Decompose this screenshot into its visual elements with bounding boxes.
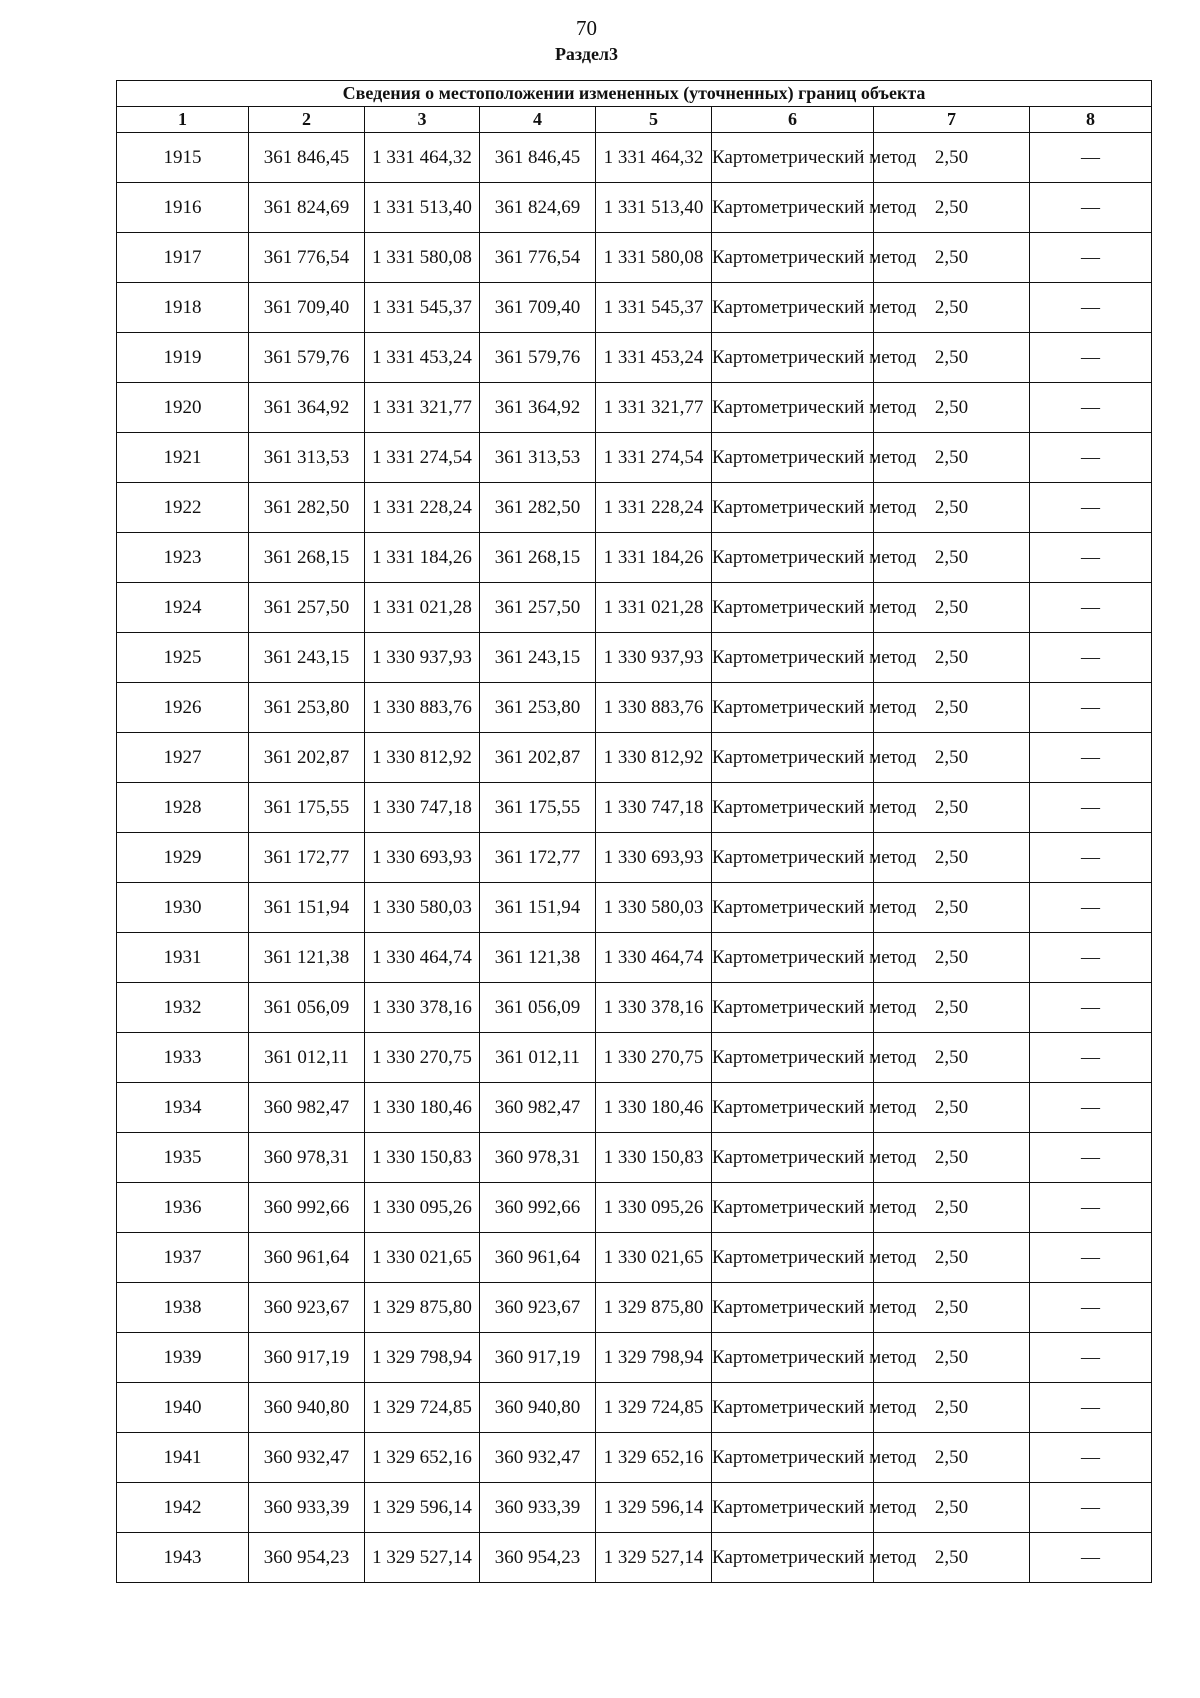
accuracy-cell: 2,50: [874, 183, 1030, 233]
table-body: [117, 133, 1152, 1583]
x-old-cell: 361 012,11: [249, 1033, 365, 1083]
y-old-cell: 1 331 274,54: [365, 433, 480, 483]
x-old-cell: 361 257,50: [249, 583, 365, 633]
description-cell: —: [1030, 133, 1152, 183]
method-cell: Картометрический метод: [712, 1033, 874, 1083]
point-number-cell: 1940: [117, 1383, 249, 1433]
method-cell: Картометрический метод: [712, 433, 874, 483]
y-new-cell: 1 330 937,93: [596, 633, 712, 683]
column-number-header: 7: [874, 107, 1030, 133]
y-old-cell: 1 329 798,94: [365, 1333, 480, 1383]
accuracy-cell: 2,50: [874, 1233, 1030, 1283]
column-number-header: 1: [117, 107, 249, 133]
y-new-cell: 1 329 596,14: [596, 1483, 712, 1533]
x-old-cell: 361 282,50: [249, 483, 365, 533]
accuracy-cell: 2,50: [874, 233, 1030, 283]
y-new-cell: 1 331 513,40: [596, 183, 712, 233]
y-new-cell: 1 329 527,14: [596, 1533, 712, 1583]
accuracy-cell: 2,50: [874, 1383, 1030, 1433]
description-cell: —: [1030, 933, 1152, 983]
section-title: Раздел3: [554, 44, 619, 64]
y-new-cell: 1 330 812,92: [596, 733, 712, 783]
point-number-cell: 1942: [117, 1483, 249, 1533]
point-number-cell: 1926: [117, 683, 249, 733]
x-new-cell: 361 012,11: [480, 1033, 596, 1083]
method-cell: Картометрический метод: [712, 983, 874, 1033]
x-new-cell: 361 268,15: [480, 533, 596, 583]
y-old-cell: 1 329 596,14: [365, 1483, 480, 1533]
description-cell: —: [1030, 233, 1152, 283]
accuracy-cell: 2,50: [874, 1183, 1030, 1233]
method-cell: Картометрический метод: [712, 1433, 874, 1483]
x-new-cell: 360 932,47: [480, 1433, 596, 1483]
x-old-cell: 360 932,47: [249, 1433, 365, 1483]
table-row: [117, 1433, 1152, 1483]
accuracy-cell: 2,50: [874, 1083, 1030, 1133]
point-number-cell: 1938: [117, 1283, 249, 1333]
description-cell: —: [1030, 1433, 1152, 1483]
description-cell: —: [1030, 433, 1152, 483]
y-new-cell: 1 329 724,85: [596, 1383, 712, 1433]
y-old-cell: 1 331 453,24: [365, 333, 480, 383]
point-number-cell: 1928: [117, 783, 249, 833]
method-cell: Картометрический метод: [712, 283, 874, 333]
description-cell: —: [1030, 1083, 1152, 1133]
y-old-cell: 1 331 513,40: [365, 183, 480, 233]
point-number-cell: 1929: [117, 833, 249, 883]
y-old-cell: 1 331 545,37: [365, 283, 480, 333]
accuracy-cell: 2,50: [874, 883, 1030, 933]
accuracy-cell: 2,50: [874, 1533, 1030, 1583]
boundary-coordinates-table: [116, 80, 1152, 1583]
accuracy-cell: 2,50: [874, 483, 1030, 533]
method-cell: Картометрический метод: [712, 1383, 874, 1433]
point-number-cell: 1935: [117, 1133, 249, 1183]
y-new-cell: 1 330 095,26: [596, 1183, 712, 1233]
column-number-header: 6: [712, 107, 874, 133]
y-new-cell: 1 331 021,28: [596, 583, 712, 633]
description-cell: —: [1030, 1183, 1152, 1233]
description-cell: —: [1030, 1333, 1152, 1383]
description-cell: —: [1030, 333, 1152, 383]
x-new-cell: 360 917,19: [480, 1333, 596, 1383]
y-new-cell: 1 330 747,18: [596, 783, 712, 833]
accuracy-cell: 2,50: [874, 983, 1030, 1033]
table-row: [117, 883, 1152, 933]
accuracy-cell: 2,50: [874, 733, 1030, 783]
method-cell: Картометрический метод: [712, 733, 874, 783]
x-new-cell: 361 313,53: [480, 433, 596, 483]
description-cell: —: [1030, 483, 1152, 533]
accuracy-cell: 2,50: [874, 533, 1030, 583]
x-old-cell: 360 992,66: [249, 1183, 365, 1233]
description-cell: —: [1030, 633, 1152, 683]
accuracy-cell: 2,50: [874, 1033, 1030, 1083]
accuracy-cell: 2,50: [874, 383, 1030, 433]
y-old-cell: 1 330 580,03: [365, 883, 480, 933]
point-number-cell: 1923: [117, 533, 249, 583]
y-new-cell: 1 330 883,76: [596, 683, 712, 733]
x-new-cell: 360 982,47: [480, 1083, 596, 1133]
point-number-cell: 1918: [117, 283, 249, 333]
x-new-cell: 361 579,76: [480, 333, 596, 383]
table-row: [117, 333, 1152, 383]
y-old-cell: 1 330 270,75: [365, 1033, 480, 1083]
x-old-cell: 361 268,15: [249, 533, 365, 583]
point-number-cell: 1920: [117, 383, 249, 433]
method-cell: Картометрический метод: [712, 1133, 874, 1183]
y-new-cell: 1 330 580,03: [596, 883, 712, 933]
x-new-cell: 361 151,94: [480, 883, 596, 933]
description-cell: —: [1030, 1533, 1152, 1583]
method-cell: Картометрический метод: [712, 783, 874, 833]
y-old-cell: 1 330 812,92: [365, 733, 480, 783]
table-row: [117, 483, 1152, 533]
description-cell: —: [1030, 1133, 1152, 1183]
y-new-cell: 1 330 464,74: [596, 933, 712, 983]
method-cell: Картометрический метод: [712, 183, 874, 233]
x-new-cell: 361 282,50: [480, 483, 596, 533]
y-old-cell: 1 329 875,80: [365, 1283, 480, 1333]
table-row: [117, 433, 1152, 483]
y-old-cell: 1 330 937,93: [365, 633, 480, 683]
column-number-row: [117, 107, 1152, 133]
x-new-cell: 360 961,64: [480, 1233, 596, 1283]
description-cell: —: [1030, 533, 1152, 583]
description-cell: —: [1030, 1033, 1152, 1083]
point-number-cell: 1916: [117, 183, 249, 233]
x-old-cell: 361 364,92: [249, 383, 365, 433]
y-old-cell: 1 329 724,85: [365, 1383, 480, 1433]
y-old-cell: 1 330 883,76: [365, 683, 480, 733]
y-new-cell: 1 331 274,54: [596, 433, 712, 483]
y-new-cell: 1 330 021,65: [596, 1233, 712, 1283]
table-row: [117, 633, 1152, 683]
x-new-cell: 361 121,38: [480, 933, 596, 983]
x-new-cell: 360 933,39: [480, 1483, 596, 1533]
x-new-cell: 361 243,15: [480, 633, 596, 683]
x-new-cell: 360 954,23: [480, 1533, 596, 1583]
y-new-cell: 1 329 798,94: [596, 1333, 712, 1383]
description-cell: —: [1030, 1483, 1152, 1533]
description-cell: —: [1030, 883, 1152, 933]
x-old-cell: 360 978,31: [249, 1133, 365, 1183]
x-new-cell: 361 202,87: [480, 733, 596, 783]
method-cell: Картометрический метод: [712, 583, 874, 633]
method-cell: Картометрический метод: [712, 383, 874, 433]
point-number-cell: 1939: [117, 1333, 249, 1383]
x-old-cell: 361 313,53: [249, 433, 365, 483]
method-cell: Картометрический метод: [712, 683, 874, 733]
x-new-cell: 360 923,67: [480, 1283, 596, 1333]
column-number-header: 5: [596, 107, 712, 133]
accuracy-cell: 2,50: [874, 783, 1030, 833]
y-old-cell: 1 330 095,26: [365, 1183, 480, 1233]
y-new-cell: 1 331 464,32: [596, 133, 712, 183]
description-cell: —: [1030, 1383, 1152, 1433]
table-row: [117, 1033, 1152, 1083]
y-old-cell: 1 329 652,16: [365, 1433, 480, 1483]
point-number-cell: 1937: [117, 1233, 249, 1283]
accuracy-cell: 2,50: [874, 1333, 1030, 1383]
accuracy-cell: 2,50: [874, 933, 1030, 983]
x-old-cell: 360 933,39: [249, 1483, 365, 1533]
point-number-cell: 1934: [117, 1083, 249, 1133]
method-cell: Картометрический метод: [712, 233, 874, 283]
table-row: [117, 383, 1152, 433]
y-new-cell: 1 329 652,16: [596, 1433, 712, 1483]
table-row: [117, 1233, 1152, 1283]
y-old-cell: 1 330 180,46: [365, 1083, 480, 1133]
method-cell: Картометрический метод: [712, 333, 874, 383]
y-new-cell: 1 331 580,08: [596, 233, 712, 283]
column-number-header: 3: [365, 107, 480, 133]
method-cell: Картометрический метод: [712, 1533, 874, 1583]
table-row: [117, 133, 1152, 183]
method-cell: Картометрический метод: [712, 933, 874, 983]
x-new-cell: 361 172,77: [480, 833, 596, 883]
table-row: [117, 733, 1152, 783]
point-number-cell: 1936: [117, 1183, 249, 1233]
table-row: [117, 583, 1152, 633]
x-new-cell: 361 253,80: [480, 683, 596, 733]
y-new-cell: 1 331 453,24: [596, 333, 712, 383]
y-old-cell: 1 330 747,18: [365, 783, 480, 833]
description-cell: —: [1030, 183, 1152, 233]
table-row: [117, 1383, 1152, 1433]
x-old-cell: 361 776,54: [249, 233, 365, 283]
y-new-cell: 1 329 875,80: [596, 1283, 712, 1333]
x-old-cell: 361 846,45: [249, 133, 365, 183]
y-new-cell: 1 331 184,26: [596, 533, 712, 583]
y-old-cell: 1 330 464,74: [365, 933, 480, 983]
point-number-cell: 1930: [117, 883, 249, 933]
x-new-cell: 361 056,09: [480, 983, 596, 1033]
table-row: [117, 783, 1152, 833]
point-number-cell: 1921: [117, 433, 249, 483]
x-old-cell: 360 954,23: [249, 1533, 365, 1583]
method-cell: Картометрический метод: [712, 133, 874, 183]
x-old-cell: 361 202,87: [249, 733, 365, 783]
point-number-cell: 1927: [117, 733, 249, 783]
x-old-cell: 360 923,67: [249, 1283, 365, 1333]
description-cell: —: [1030, 733, 1152, 783]
table-row: [117, 983, 1152, 1033]
accuracy-cell: 2,50: [874, 1283, 1030, 1333]
x-new-cell: 361 257,50: [480, 583, 596, 633]
y-old-cell: 1 331 321,77: [365, 383, 480, 433]
description-cell: —: [1030, 583, 1152, 633]
x-old-cell: 361 151,94: [249, 883, 365, 933]
description-cell: —: [1030, 783, 1152, 833]
method-cell: Картометрический метод: [712, 633, 874, 683]
method-cell: Картометрический метод: [712, 533, 874, 583]
y-new-cell: 1 331 228,24: [596, 483, 712, 533]
table-row: [117, 233, 1152, 283]
y-new-cell: 1 331 545,37: [596, 283, 712, 333]
x-old-cell: 360 940,80: [249, 1383, 365, 1433]
x-new-cell: 360 978,31: [480, 1133, 596, 1183]
column-number-header: 8: [1030, 107, 1152, 133]
accuracy-cell: 2,50: [874, 333, 1030, 383]
description-cell: —: [1030, 383, 1152, 433]
table-row: [117, 1283, 1152, 1333]
x-old-cell: 361 709,40: [249, 283, 365, 333]
table-row: [117, 1183, 1152, 1233]
y-old-cell: 1 331 184,26: [365, 533, 480, 583]
x-old-cell: 361 121,38: [249, 933, 365, 983]
x-old-cell: 361 253,80: [249, 683, 365, 733]
x-new-cell: 361 175,55: [480, 783, 596, 833]
table-row: [117, 933, 1152, 983]
x-old-cell: 361 172,77: [249, 833, 365, 883]
x-new-cell: 361 776,54: [480, 233, 596, 283]
description-cell: —: [1030, 283, 1152, 333]
accuracy-cell: 2,50: [874, 1133, 1030, 1183]
y-old-cell: 1 330 150,83: [365, 1133, 480, 1183]
method-cell: Картометрический метод: [712, 1483, 874, 1533]
point-number-cell: 1922: [117, 483, 249, 533]
accuracy-cell: 2,50: [874, 583, 1030, 633]
table-row: [117, 283, 1152, 333]
table-row: [117, 1533, 1152, 1583]
x-old-cell: 360 982,47: [249, 1083, 365, 1133]
method-cell: Картометрический метод: [712, 833, 874, 883]
y-old-cell: 1 330 021,65: [365, 1233, 480, 1283]
description-cell: —: [1030, 983, 1152, 1033]
x-new-cell: 361 846,45: [480, 133, 596, 183]
point-number-cell: 1933: [117, 1033, 249, 1083]
table-row: [117, 1333, 1152, 1383]
column-number-header: 4: [480, 107, 596, 133]
accuracy-cell: 2,50: [874, 133, 1030, 183]
table-row: [117, 833, 1152, 883]
table-row: [117, 1483, 1152, 1533]
table-caption: Сведения о местоположении измененных (уточненных) границ объекта: [117, 81, 1152, 107]
accuracy-cell: 2,50: [874, 1433, 1030, 1483]
y-old-cell: 1 330 693,93: [365, 833, 480, 883]
y-old-cell: 1 331 228,24: [365, 483, 480, 533]
x-new-cell: 361 709,40: [480, 283, 596, 333]
x-new-cell: 361 364,92: [480, 383, 596, 433]
accuracy-cell: 2,50: [874, 833, 1030, 883]
y-old-cell: 1 329 527,14: [365, 1533, 480, 1583]
description-cell: —: [1030, 833, 1152, 883]
method-cell: Картометрический метод: [712, 1283, 874, 1333]
y-old-cell: 1 330 378,16: [365, 983, 480, 1033]
point-number-cell: 1924: [117, 583, 249, 633]
table-row: [117, 183, 1152, 233]
point-number-cell: 1941: [117, 1433, 249, 1483]
y-old-cell: 1 331 580,08: [365, 233, 480, 283]
accuracy-cell: 2,50: [874, 1483, 1030, 1533]
y-new-cell: 1 330 378,16: [596, 983, 712, 1033]
point-number-cell: 1917: [117, 233, 249, 283]
y-new-cell: 1 331 321,77: [596, 383, 712, 433]
x-new-cell: 361 824,69: [480, 183, 596, 233]
y-new-cell: 1 330 150,83: [596, 1133, 712, 1183]
point-number-cell: 1925: [117, 633, 249, 683]
table-row: [117, 1133, 1152, 1183]
x-new-cell: 360 940,80: [480, 1383, 596, 1433]
method-cell: Картометрический метод: [712, 483, 874, 533]
y-old-cell: 1 331 021,28: [365, 583, 480, 633]
x-old-cell: 360 961,64: [249, 1233, 365, 1283]
accuracy-cell: 2,50: [874, 433, 1030, 483]
method-cell: Картометрический метод: [712, 1183, 874, 1233]
method-cell: Картометрический метод: [712, 1233, 874, 1283]
point-number-cell: 1931: [117, 933, 249, 983]
point-number-cell: 1915: [117, 133, 249, 183]
y-new-cell: 1 330 180,46: [596, 1083, 712, 1133]
description-cell: —: [1030, 1283, 1152, 1333]
x-old-cell: 361 579,76: [249, 333, 365, 383]
table-row: [117, 683, 1152, 733]
accuracy-cell: 2,50: [874, 683, 1030, 733]
x-old-cell: 361 056,09: [249, 983, 365, 1033]
point-number-cell: 1932: [117, 983, 249, 1033]
description-cell: —: [1030, 683, 1152, 733]
y-old-cell: 1 331 464,32: [365, 133, 480, 183]
page-number: 70: [576, 16, 597, 40]
y-new-cell: 1 330 270,75: [596, 1033, 712, 1083]
y-new-cell: 1 330 693,93: [596, 833, 712, 883]
x-new-cell: 360 992,66: [480, 1183, 596, 1233]
accuracy-cell: 2,50: [874, 633, 1030, 683]
column-number-header: 2: [249, 107, 365, 133]
point-number-cell: 1919: [117, 333, 249, 383]
method-cell: Картометрический метод: [712, 883, 874, 933]
table-row: [117, 1083, 1152, 1133]
method-cell: Картометрический метод: [712, 1333, 874, 1383]
x-old-cell: 361 175,55: [249, 783, 365, 833]
x-old-cell: 361 824,69: [249, 183, 365, 233]
table-row: [117, 533, 1152, 583]
accuracy-cell: 2,50: [874, 283, 1030, 333]
method-cell: Картометрический метод: [712, 1083, 874, 1133]
x-old-cell: 360 917,19: [249, 1333, 365, 1383]
point-number-cell: 1943: [117, 1533, 249, 1583]
x-old-cell: 361 243,15: [249, 633, 365, 683]
description-cell: —: [1030, 1233, 1152, 1283]
